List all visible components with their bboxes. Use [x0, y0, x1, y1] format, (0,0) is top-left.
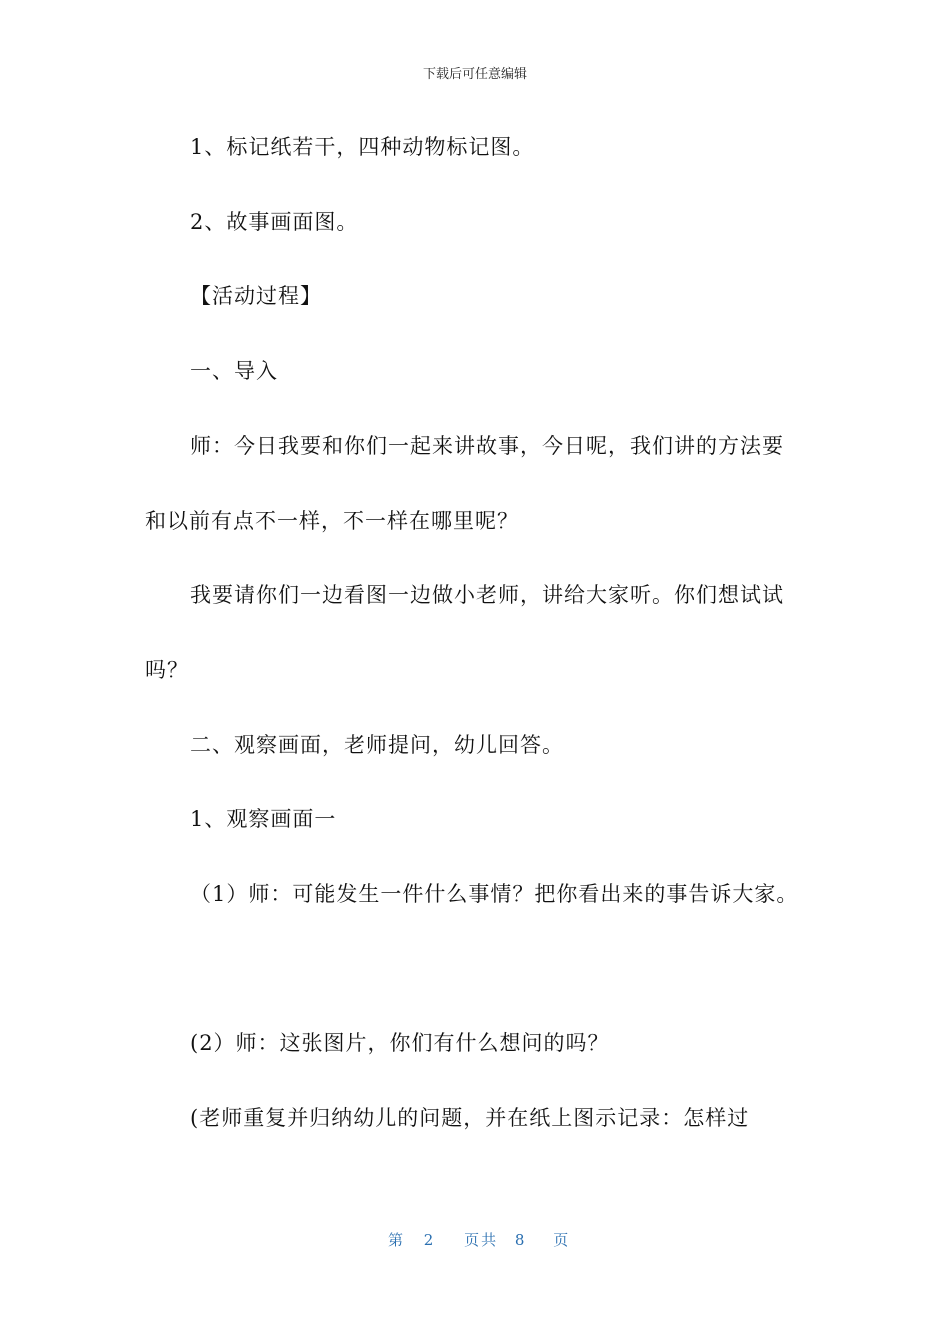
page-header: 下载后可任意编辑 [422, 67, 527, 82]
subsection-heading-observe-1: 1、观察画面一 [190, 807, 337, 831]
section-heading-observe: 二、观察画面，老师提问，幼儿回答。 [190, 733, 564, 757]
text-line-teacher-1: 师：今日我要和你们一起来讲故事，今日呢，我们讲的方法要 [190, 434, 784, 458]
text-line-teacher-2-cont: 吗？ [145, 658, 189, 682]
text-line-teacher-1-cont: 和以前有点不一样，不一样在哪里呢？ [145, 509, 519, 533]
text-line-2: 2、故事画面图。 [190, 210, 359, 234]
footer-total-pages: 8 [514, 1231, 527, 1249]
footer-middle: 页共 [464, 1231, 499, 1249]
section-heading-intro: 一、导入 [190, 359, 278, 383]
footer-current-page: 2 [423, 1231, 436, 1249]
text-line-teacher-2: 我要请你们一边看图一边做小老师，讲给大家听。你们想试试 [190, 583, 784, 607]
text-line-teacher-note: (老师重复并归纳幼儿的问题，并在纸上图示记录：怎样过 [190, 1106, 750, 1130]
text-line-question-1: （1）师：可能发生一件什么事情？把你看出来的事告诉大家。 [190, 882, 799, 906]
text-line-question-2: (2）师：这张图片，你们有什么想问的吗？ [190, 1031, 610, 1055]
footer-suffix: 页 [553, 1231, 571, 1249]
page-footer [388, 1230, 570, 1250]
text-line-1: 1、标记纸若干，四种动物标记图。 [190, 135, 535, 159]
section-heading-activity: 【活动过程】 [190, 284, 322, 308]
footer-prefix: 第 [388, 1231, 406, 1249]
